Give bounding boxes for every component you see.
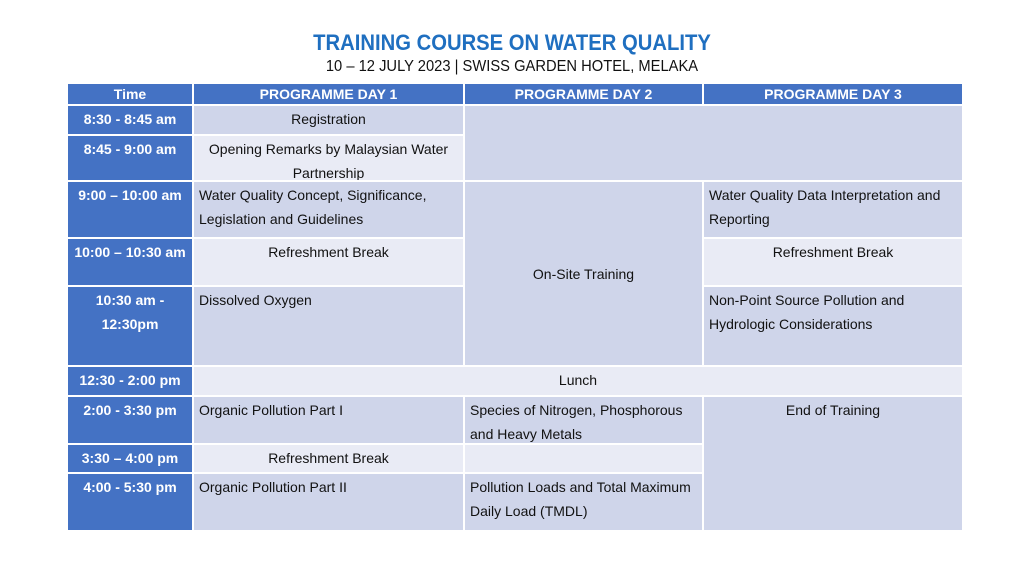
session-cell: Species of Nitrogen, Phosphorous and Heavy Metals (465, 397, 702, 443)
session-cell: Opening Remarks by Malaysian Water Partnership (194, 136, 463, 180)
time-cell: 8:30 - 8:45 am (68, 106, 192, 134)
time-cell: 10:30 am - 12:30pm (68, 287, 192, 365)
empty-cell (465, 106, 962, 180)
empty-cell (465, 445, 702, 472)
time-cell: 4:00 - 5:30 pm (68, 474, 192, 530)
schedule-table (68, 84, 958, 522)
session-cell: Dissolved Oxygen (194, 287, 463, 365)
break-cell: Refreshment Break (704, 239, 962, 285)
session-cell: Registration (194, 106, 463, 134)
time-cell: 3:30 – 4:00 pm (68, 445, 192, 472)
column-header-day3: PROGRAMME DAY 3 (704, 84, 962, 104)
session-cell: End of Training (704, 397, 962, 530)
session-cell: Water Quality Data Interpretation and Reporting (704, 182, 962, 237)
column-header-day1: PROGRAMME DAY 1 (194, 84, 463, 104)
session-cell: On-Site Training (465, 182, 702, 365)
page-title: TRAINING COURSE ON WATER QUALITY (313, 30, 711, 55)
time-cell: 8:45 - 9:00 am (68, 136, 192, 180)
time-cell: 2:00 - 3:30 pm (68, 397, 192, 443)
page-subtitle: 10 – 12 JULY 2023 | SWISS GARDEN HOTEL, MELAKA (325, 58, 699, 75)
break-cell: Refreshment Break (194, 445, 463, 472)
column-header-time: Time (68, 84, 192, 104)
time-cell: 9:00 – 10:00 am (68, 182, 192, 237)
session-cell: Organic Pollution Part II (194, 474, 463, 530)
session-cell: Non-Point Source Pollution and Hydrologic Considerations (704, 287, 962, 365)
break-cell: Refreshment Break (194, 239, 463, 285)
time-cell: 12:30 - 2:00 pm (68, 367, 192, 395)
session-cell: Organic Pollution Part I (194, 397, 463, 443)
session-cell: Water Quality Concept, Significance, Legislation and Guidelines (194, 182, 463, 237)
time-cell: 10:00 – 10:30 am (68, 239, 192, 285)
lunch-cell: Lunch (194, 367, 962, 395)
session-cell: Pollution Loads and Total Maximum Daily Load (TMDL) (465, 474, 702, 530)
column-header-day2: PROGRAMME DAY 2 (465, 84, 702, 104)
